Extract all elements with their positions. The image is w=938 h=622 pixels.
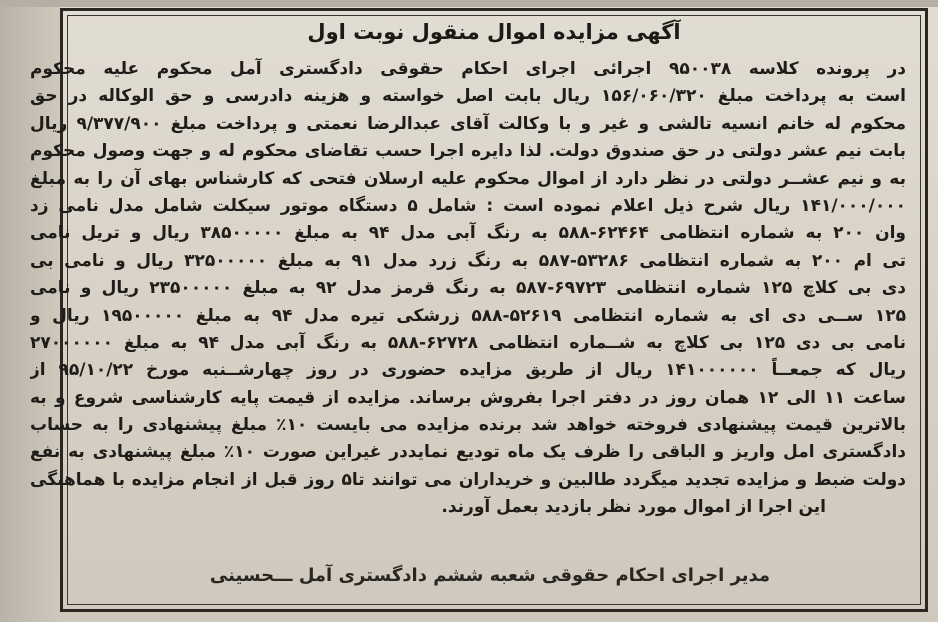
top-margin-strip (0, 0, 938, 7)
notice-line: محکوم له خانم انسیه تالشی و غیر و با وکالت آقای عبدالرضا نعمتی و پرداخت مبلغ ۹/۳۷۷/۹۰۰ ریال (30, 113, 906, 134)
notice-line: ساعت ۱۱ الی ۱۲ همان روز در دفتر اجرا بفروش برساند. مزایده از قیمت پایه کارشناسی شروع و به (30, 387, 906, 408)
notice-line: ۱۴۱/۰۰۰/۰۰۰ ریال شرح ذیل اعلام نموده است : شامل ۵ دستگاه موتور سیکلت شامل مدل نامی زد (30, 195, 906, 216)
notice-line: دولت ضبط و مزایده تجدید میگردد طالبین و خریداران می توانند تا۵ روز قبل از انجام مزایده با هماهنگی (30, 469, 906, 490)
notice-line: بالاترین قیمت پیشنهادی فروخته خواهد شد برنده مزایده می بایست ۱۰٪ مبلغ پیشنهادی را به حساب (30, 415, 906, 436)
notice-line: است به پرداخت مبلغ ۱۵۶/۰۶۰/۳۲۰ ریال بابت اصل خواسته و هزینه دادرسی و حق الوکاله در حق (30, 86, 906, 107)
notice-line: بابت نیم عشر دولتی در حق صندوق دولت. لذا دایره اجرا حسب تقاضای محکوم له و جهت وصول محکوم (30, 141, 906, 162)
notice-line: در پرونده کلاسه ۹۵۰۰۳۸ اجرائی اجرای احکام حقوقی دادگستری آمل محکوم علیه محکوم (30, 59, 906, 79)
notice-signature: مدیر اجرای احکام حقوقی شعبه ششم دادگستری آمل ـــحسینی (209, 565, 771, 586)
notice-title: آگهی مزایده اموال منقول نوبت اول (307, 20, 681, 44)
notice-line: تی ام ۲۰۰ به شماره انتظامی ۵۳۲۸۶-۵۸۷ به رنگ زرد مدل ۹۱ به مبلغ ۳۲۵۰۰۰۰۰ ریال و نامی بی (30, 250, 906, 271)
notice-line: دادگستری امل واریز و الباقی را ظرف یک ماه توديع نمایددر غیراین صورت ۱۰٪ مبلغ پیشنهادی به نفع (30, 442, 906, 463)
notice-body (30, 56, 906, 522)
notice-line: ریال که جمعــاً ۱۴۱۰۰۰۰۰۰ ریال از طریق مزایده حضوری در روز چهارشــنبه مورخ ۹۵/۱۰/۲۲ از (30, 360, 906, 381)
notice-line: به و نیم عشــر دولتی در نظر دارد از اموال محکوم علیه ارسلان فتحی که کارشناس بهای آن را به مبلغ (30, 168, 906, 189)
notice-line: دی بی کلاچ ۱۲۵ شماره انتظامی ۶۹۷۲۳-۵۸۷ به رنگ قرمز مدل ۹۲ به مبلغ ۲۳۵۰۰۰۰۰ ریال و نامی (30, 278, 906, 299)
notice-line: این اجرا از اموال مورد نظر بازدید بعمل آورند. (441, 497, 826, 518)
notice-line: وان ۲۰۰ به شماره انتظامی ۶۲۴۶۴-۵۸۸ به رنگ آبی مدل ۹۴ به مبلغ ۳۸۵۰۰۰۰۰ ریال و تریل نامی (30, 223, 906, 244)
notice-line: ۱۲۵ ســی دی ای به شماره انتظامی ۵۲۶۱۹-۵۸۸ زرشکی تیره مدل ۹۴ به مبلغ ۱۹۵۰۰۰۰۰ ریال و (30, 305, 906, 326)
notice-line: نامی بی دی ۱۲۵ بی کلاچ به شــماره انتظامی ۶۲۷۲۸-۵۸۸ به رنگ آبی مدل ۹۴ به مبلغ ۲۷۰۰۰۰۰۰ (30, 332, 906, 353)
